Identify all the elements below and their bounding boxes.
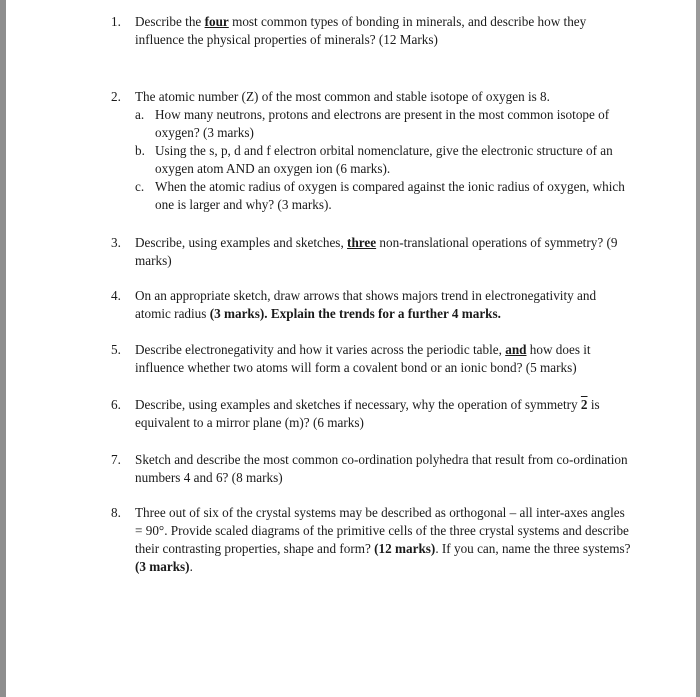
question-number: 7. <box>111 452 121 467</box>
question-text: On an appropriate sketch, draw arrows that shows majors trend in electronegativity and atomic radius (3 marks). Explain the trends for a further 4 marks. <box>135 288 597 321</box>
question-1 <box>111 13 631 49</box>
question-2 <box>111 88 631 214</box>
question-text: Three out of six of the crystal systems may be described as orthogonal – all inter-axes angles = 90°. Provide scaled diagrams of the primitive cells of the three crystal systems and describe their contrasting properties, shape and form? (12 marks). If you can, name the three systems? (3 marks). <box>135 505 631 574</box>
question-3 <box>111 234 631 270</box>
question-5 <box>111 341 631 377</box>
question-text: Sketch and describe the most common co-ordination polyhedra that result from co-ordination numbers 4 and 6? (8 marks) <box>135 452 628 485</box>
question-number: 8. <box>111 505 121 520</box>
question-number: 5. <box>111 342 121 357</box>
sub-question-b: b. Using the s, p, d and f electron orbital nomenclature, give the electronic structure of an oxygen atom AND an oxygen ion (6 marks). <box>135 143 613 176</box>
document-page <box>6 0 696 697</box>
rotoinversion-symbol: 2 <box>580 397 588 412</box>
question-text: The atomic number (Z) of the most common and stable isotope of oxygen is 8. <box>135 89 550 104</box>
question-text: Describe, using examples and sketches, three non-translational operations of symmetry? (9 marks) <box>135 235 618 268</box>
right-page-edge <box>696 0 700 697</box>
sub-question-a: a. How many neutrons, protons and electrons are present in the most common isotope of oxygen? (3 marks) <box>135 107 610 140</box>
question-number: 2. <box>111 89 121 104</box>
question-4 <box>111 287 631 323</box>
question-number: 6. <box>111 397 121 412</box>
question-number: 1. <box>111 14 121 29</box>
question-text: Describe, using examples and sketches if necessary, why the operation of symmetry 2 is equivalent to a mirror plane (m)? (6 marks) <box>135 397 600 430</box>
question-8 <box>111 504 631 576</box>
question-number: 4. <box>111 288 121 303</box>
question-7 <box>111 451 631 487</box>
sub-question-c: c. When the atomic radius of oxygen is compared against the ionic radius of oxygen, which one is larger and why? (3 marks). <box>135 179 625 212</box>
question-text: Describe electronegativity and how it varies across the periodic table, and how does it influence whether two atoms will form a covalent bond or an ionic bond? (5 marks) <box>135 342 591 375</box>
question-number: 3. <box>111 235 121 250</box>
question-text: Describe the four most common types of bonding in minerals, and describe how they influence the physical properties of minerals? (12 Marks) <box>135 14 587 47</box>
question-6 <box>111 396 631 432</box>
